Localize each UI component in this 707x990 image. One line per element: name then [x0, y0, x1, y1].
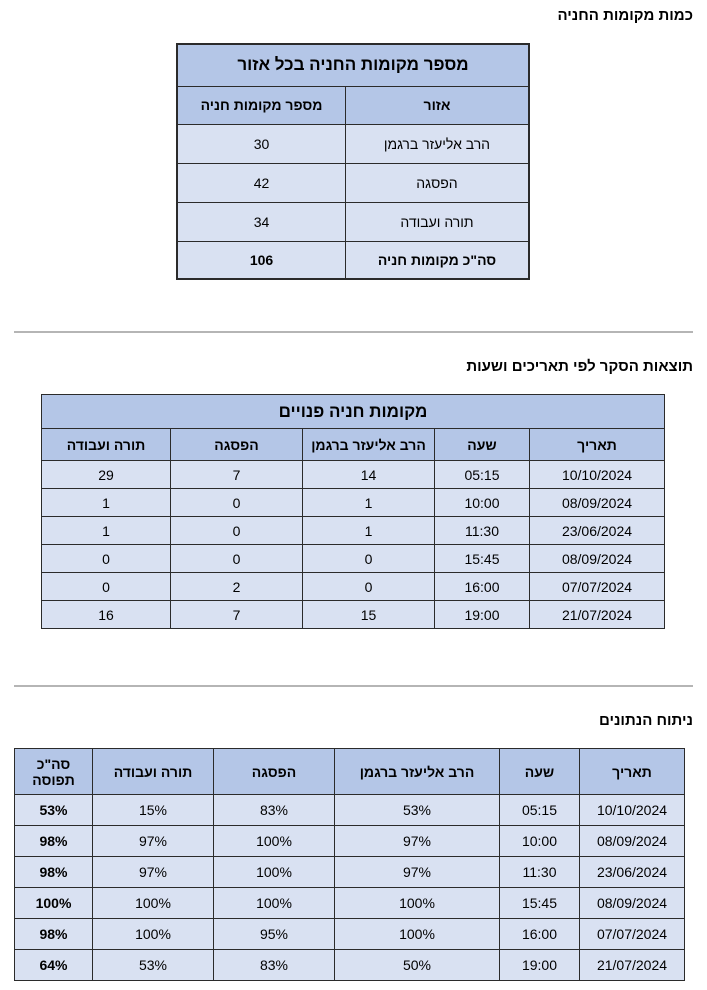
column-header-tora-veavoda: תורה ועבודה — [93, 749, 214, 795]
table-row — [15, 795, 685, 826]
column-header-hapisga: הפסגה — [171, 429, 303, 461]
table-cell: 21/07/2024 — [530, 601, 665, 629]
table-cell: 10:00 — [435, 489, 530, 517]
column-header-bergman: הרב אליעזר ברגמן — [335, 749, 500, 795]
table-cell: 83% — [214, 795, 335, 826]
table-cell: 1 — [42, 489, 171, 517]
table-cell: 07/07/2024 — [580, 919, 685, 950]
table-cell: 07/07/2024 — [530, 573, 665, 601]
table-cell: 98% — [15, 857, 93, 888]
table-row — [42, 461, 665, 489]
section-heading-data-analysis: ניתוח הנתונים — [598, 712, 693, 729]
table-row — [177, 202, 529, 241]
table-cell: 29 — [42, 461, 171, 489]
column-header-total-occupancy: סה"כ תפוסה — [15, 749, 93, 795]
table-cell: 95% — [214, 919, 335, 950]
table-cell: 100% — [93, 919, 214, 950]
table-cell: 100% — [93, 888, 214, 919]
free-parking-spots-table — [41, 394, 665, 629]
column-header-time: שעה — [435, 429, 530, 461]
table-cell: 97% — [93, 857, 214, 888]
column-header-date: תאריך — [530, 429, 665, 461]
table-cell: 10/10/2024 — [580, 795, 685, 826]
table-cell: 16:00 — [500, 919, 580, 950]
table-cell: 0 — [303, 573, 435, 601]
table-cell: 15:45 — [435, 545, 530, 573]
table-row — [42, 573, 665, 601]
table-cell: 1 — [42, 517, 171, 545]
table-cell: 7 — [171, 461, 303, 489]
table-cell: 97% — [93, 826, 214, 857]
area-name: הרב אליעזר ברגמן — [346, 124, 530, 163]
table-cell: 98% — [15, 919, 93, 950]
table-cell: 19:00 — [435, 601, 530, 629]
table-row — [15, 826, 685, 857]
column-header-hapisga: הפסגה — [214, 749, 335, 795]
table-row — [15, 888, 685, 919]
table-cell: 15 — [303, 601, 435, 629]
table-cell: 53% — [15, 795, 93, 826]
table-cell: 15% — [93, 795, 214, 826]
table-cell: 1 — [303, 489, 435, 517]
table-cell: 14 — [303, 461, 435, 489]
table-row — [15, 950, 685, 981]
table-title: מקומות חניה פנויים — [42, 395, 665, 429]
column-header-date: תאריך — [580, 749, 685, 795]
table-cell: 100% — [214, 826, 335, 857]
table-cell: 53% — [93, 950, 214, 981]
table-cell: 100% — [214, 888, 335, 919]
table-row — [15, 857, 685, 888]
table-cell: 1 — [303, 517, 435, 545]
table-cell: 0 — [171, 545, 303, 573]
table-cell: 21/07/2024 — [580, 950, 685, 981]
table-row — [42, 545, 665, 573]
table-cell: 08/09/2024 — [530, 489, 665, 517]
table-cell: 08/09/2024 — [580, 888, 685, 919]
table-cell: 64% — [15, 950, 93, 981]
section-heading-parking-count: כמות מקומות החניה — [557, 7, 693, 24]
table-cell: 11:30 — [435, 517, 530, 545]
table-row — [42, 489, 665, 517]
table-row — [15, 919, 685, 950]
section-divider — [14, 331, 693, 333]
table-cell: 0 — [171, 517, 303, 545]
table-cell: 08/09/2024 — [530, 545, 665, 573]
column-header-spot-count: מספר מקומות חניה — [177, 86, 346, 124]
table-cell: 10/10/2024 — [530, 461, 665, 489]
table-cell: 98% — [15, 826, 93, 857]
table-row — [177, 163, 529, 202]
table-cell: 7 — [171, 601, 303, 629]
table-cell: 0 — [303, 545, 435, 573]
table-cell: 100% — [15, 888, 93, 919]
table-cell: 05:15 — [435, 461, 530, 489]
table-cell: 50% — [335, 950, 500, 981]
table-cell: 10:00 — [500, 826, 580, 857]
table-cell: 2 — [171, 573, 303, 601]
table-cell: 100% — [335, 919, 500, 950]
table-cell: 0 — [42, 545, 171, 573]
table-cell: 16 — [42, 601, 171, 629]
table-cell: 100% — [214, 857, 335, 888]
table-row — [42, 601, 665, 629]
parking-spots-per-area-table — [176, 43, 530, 280]
column-header-tora-veavoda: תורה ועבודה — [42, 429, 171, 461]
table-cell: 08/09/2024 — [580, 826, 685, 857]
table-cell: 23/06/2024 — [530, 517, 665, 545]
total-value: 106 — [177, 241, 346, 279]
table-cell: 97% — [335, 857, 500, 888]
table-cell: 05:15 — [500, 795, 580, 826]
table-cell: 0 — [171, 489, 303, 517]
spot-count: 34 — [177, 202, 346, 241]
total-label: סה"כ מקומות חניה — [346, 241, 530, 279]
spot-count: 42 — [177, 163, 346, 202]
table-row — [177, 124, 529, 163]
table-cell: 0 — [42, 573, 171, 601]
table-total-row — [177, 241, 529, 279]
column-header-time: שעה — [500, 749, 580, 795]
table-title: מספר מקומות החניה בכל אזור — [177, 44, 529, 86]
column-header-area: אזור — [346, 86, 530, 124]
table-cell: 97% — [335, 826, 500, 857]
occupancy-analysis-table — [14, 748, 685, 981]
section-divider — [14, 685, 693, 687]
table-row — [42, 517, 665, 545]
table-cell: 53% — [335, 795, 500, 826]
spot-count: 30 — [177, 124, 346, 163]
table-cell: 11:30 — [500, 857, 580, 888]
table-cell: 16:00 — [435, 573, 530, 601]
table-cell: 15:45 — [500, 888, 580, 919]
table-cell: 83% — [214, 950, 335, 981]
column-header-bergman: הרב אליעזר ברגמן — [303, 429, 435, 461]
table-cell: 23/06/2024 — [580, 857, 685, 888]
area-name: הפסגה — [346, 163, 530, 202]
section-heading-survey-results: תוצאות הסקר לפי תאריכים ושעות — [466, 358, 693, 375]
table-cell: 19:00 — [500, 950, 580, 981]
table-cell: 100% — [335, 888, 500, 919]
area-name: תורה ועבודה — [346, 202, 530, 241]
